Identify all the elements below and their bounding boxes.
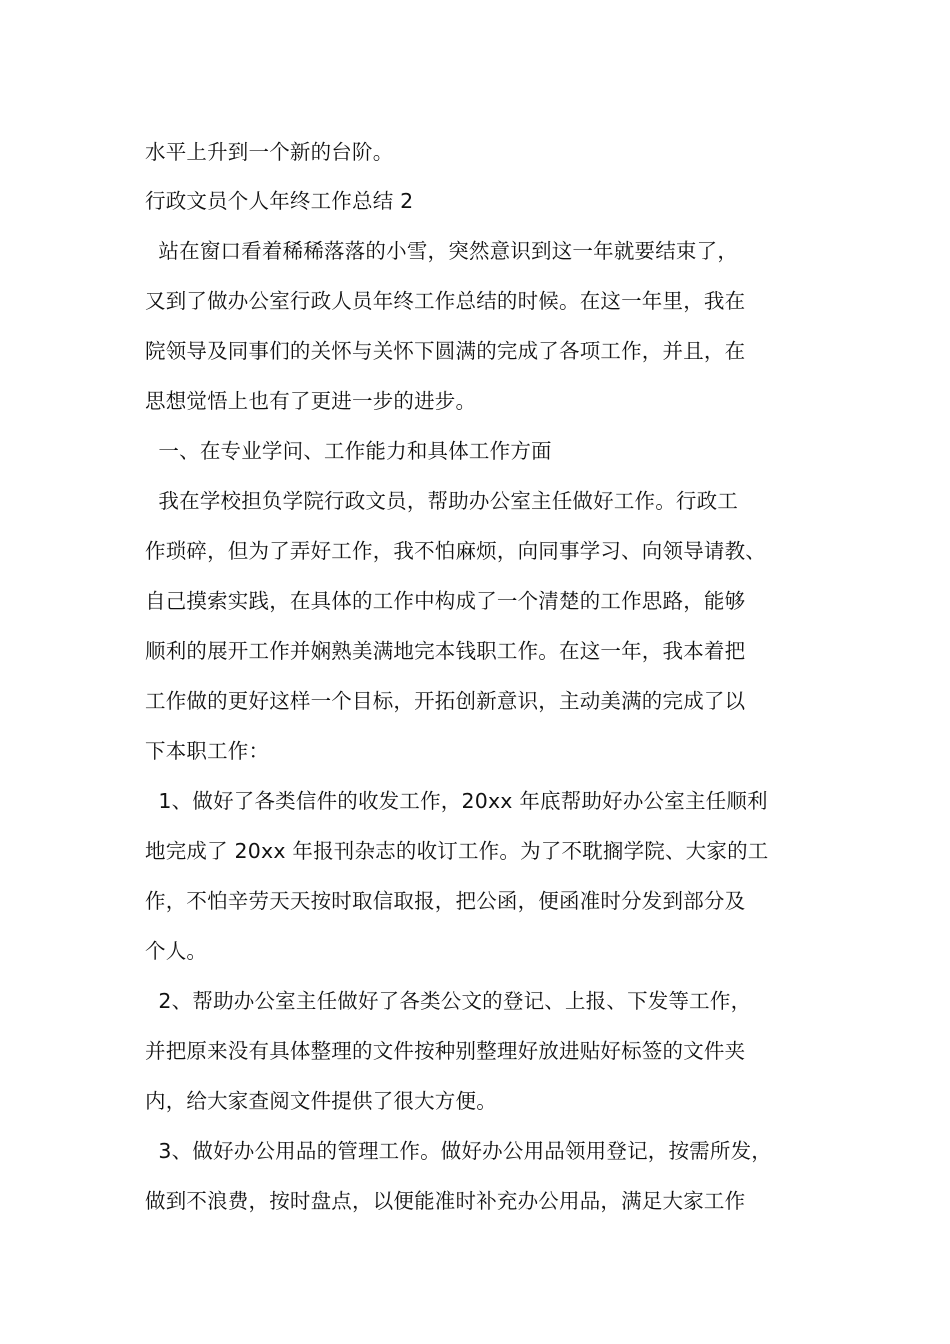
text-line: 作琐碎，但为了弄好工作，我不怕麻烦，向同事学习、向领导请教、 [145,539,766,563]
text-line: 又到了做办公室行政人员年终工作总结的时候。在这一年里，我在 [145,289,746,313]
list-item: 2、帮助办公室主任做好了各类公文的登记、上报、下发等工作， [145,989,752,1013]
subheading: 一、在专业学问、工作能力和具体工作方面 [145,439,552,463]
text-line: 水平上升到一个新的台阶。 [145,140,394,164]
text-line: 院领导及同事们的关怀与关怀下圆满的完成了各项工作，并且，在 [145,339,746,363]
list-item: 3、做好办公用品的管理工作。做好办公用品领用登记，按需所发， [145,1139,772,1163]
text-line: 并把原来没有具体整理的文件按种别整理好放进贴好标签的文件夹 [145,1039,746,1063]
text-line: 内，给大家查阅文件提供了很大方便。 [145,1089,497,1113]
list-item: 1、做好了各类信件的收发工作，20xx 年底帮助好办公室主任顺利 [145,789,768,813]
text-line: 个人。 [145,939,208,963]
text-line: 思想觉悟上也有了更进一步的进步。 [145,389,477,413]
text-line: 我在学校担负学院行政文员，帮助办公室主任做好工作。行政工 [145,489,739,513]
section-title: 行政文员个人年终工作总结 2 [145,189,414,213]
text-line: 站在窗口看着稀稀落落的小雪，突然意识到这一年就要结束了， [145,239,739,263]
text-line: 地完成了 20xx 年报刊杂志的收订工作。为了不耽搁学院、大家的工 [145,839,769,863]
text-line: 下本职工作： [145,739,270,763]
text-line: 作，不怕辛劳天天按时取信取报，把公函，便函准时分发到部分及 [145,889,746,913]
text-line: 顺利的展开工作并娴熟美满地完本钱职工作。在这一年，我本着把 [145,639,746,663]
text-line: 工作做的更好这样一个目标，开拓创新意识，主动美满的完成了以 [145,689,746,713]
text-line: 自己摸索实践，在具体的工作中构成了一个清楚的工作思路，能够 [145,589,746,613]
text-line: 做到不浪费，按时盘点，以便能准时补充办公用品，满足大家工作 [145,1189,746,1213]
